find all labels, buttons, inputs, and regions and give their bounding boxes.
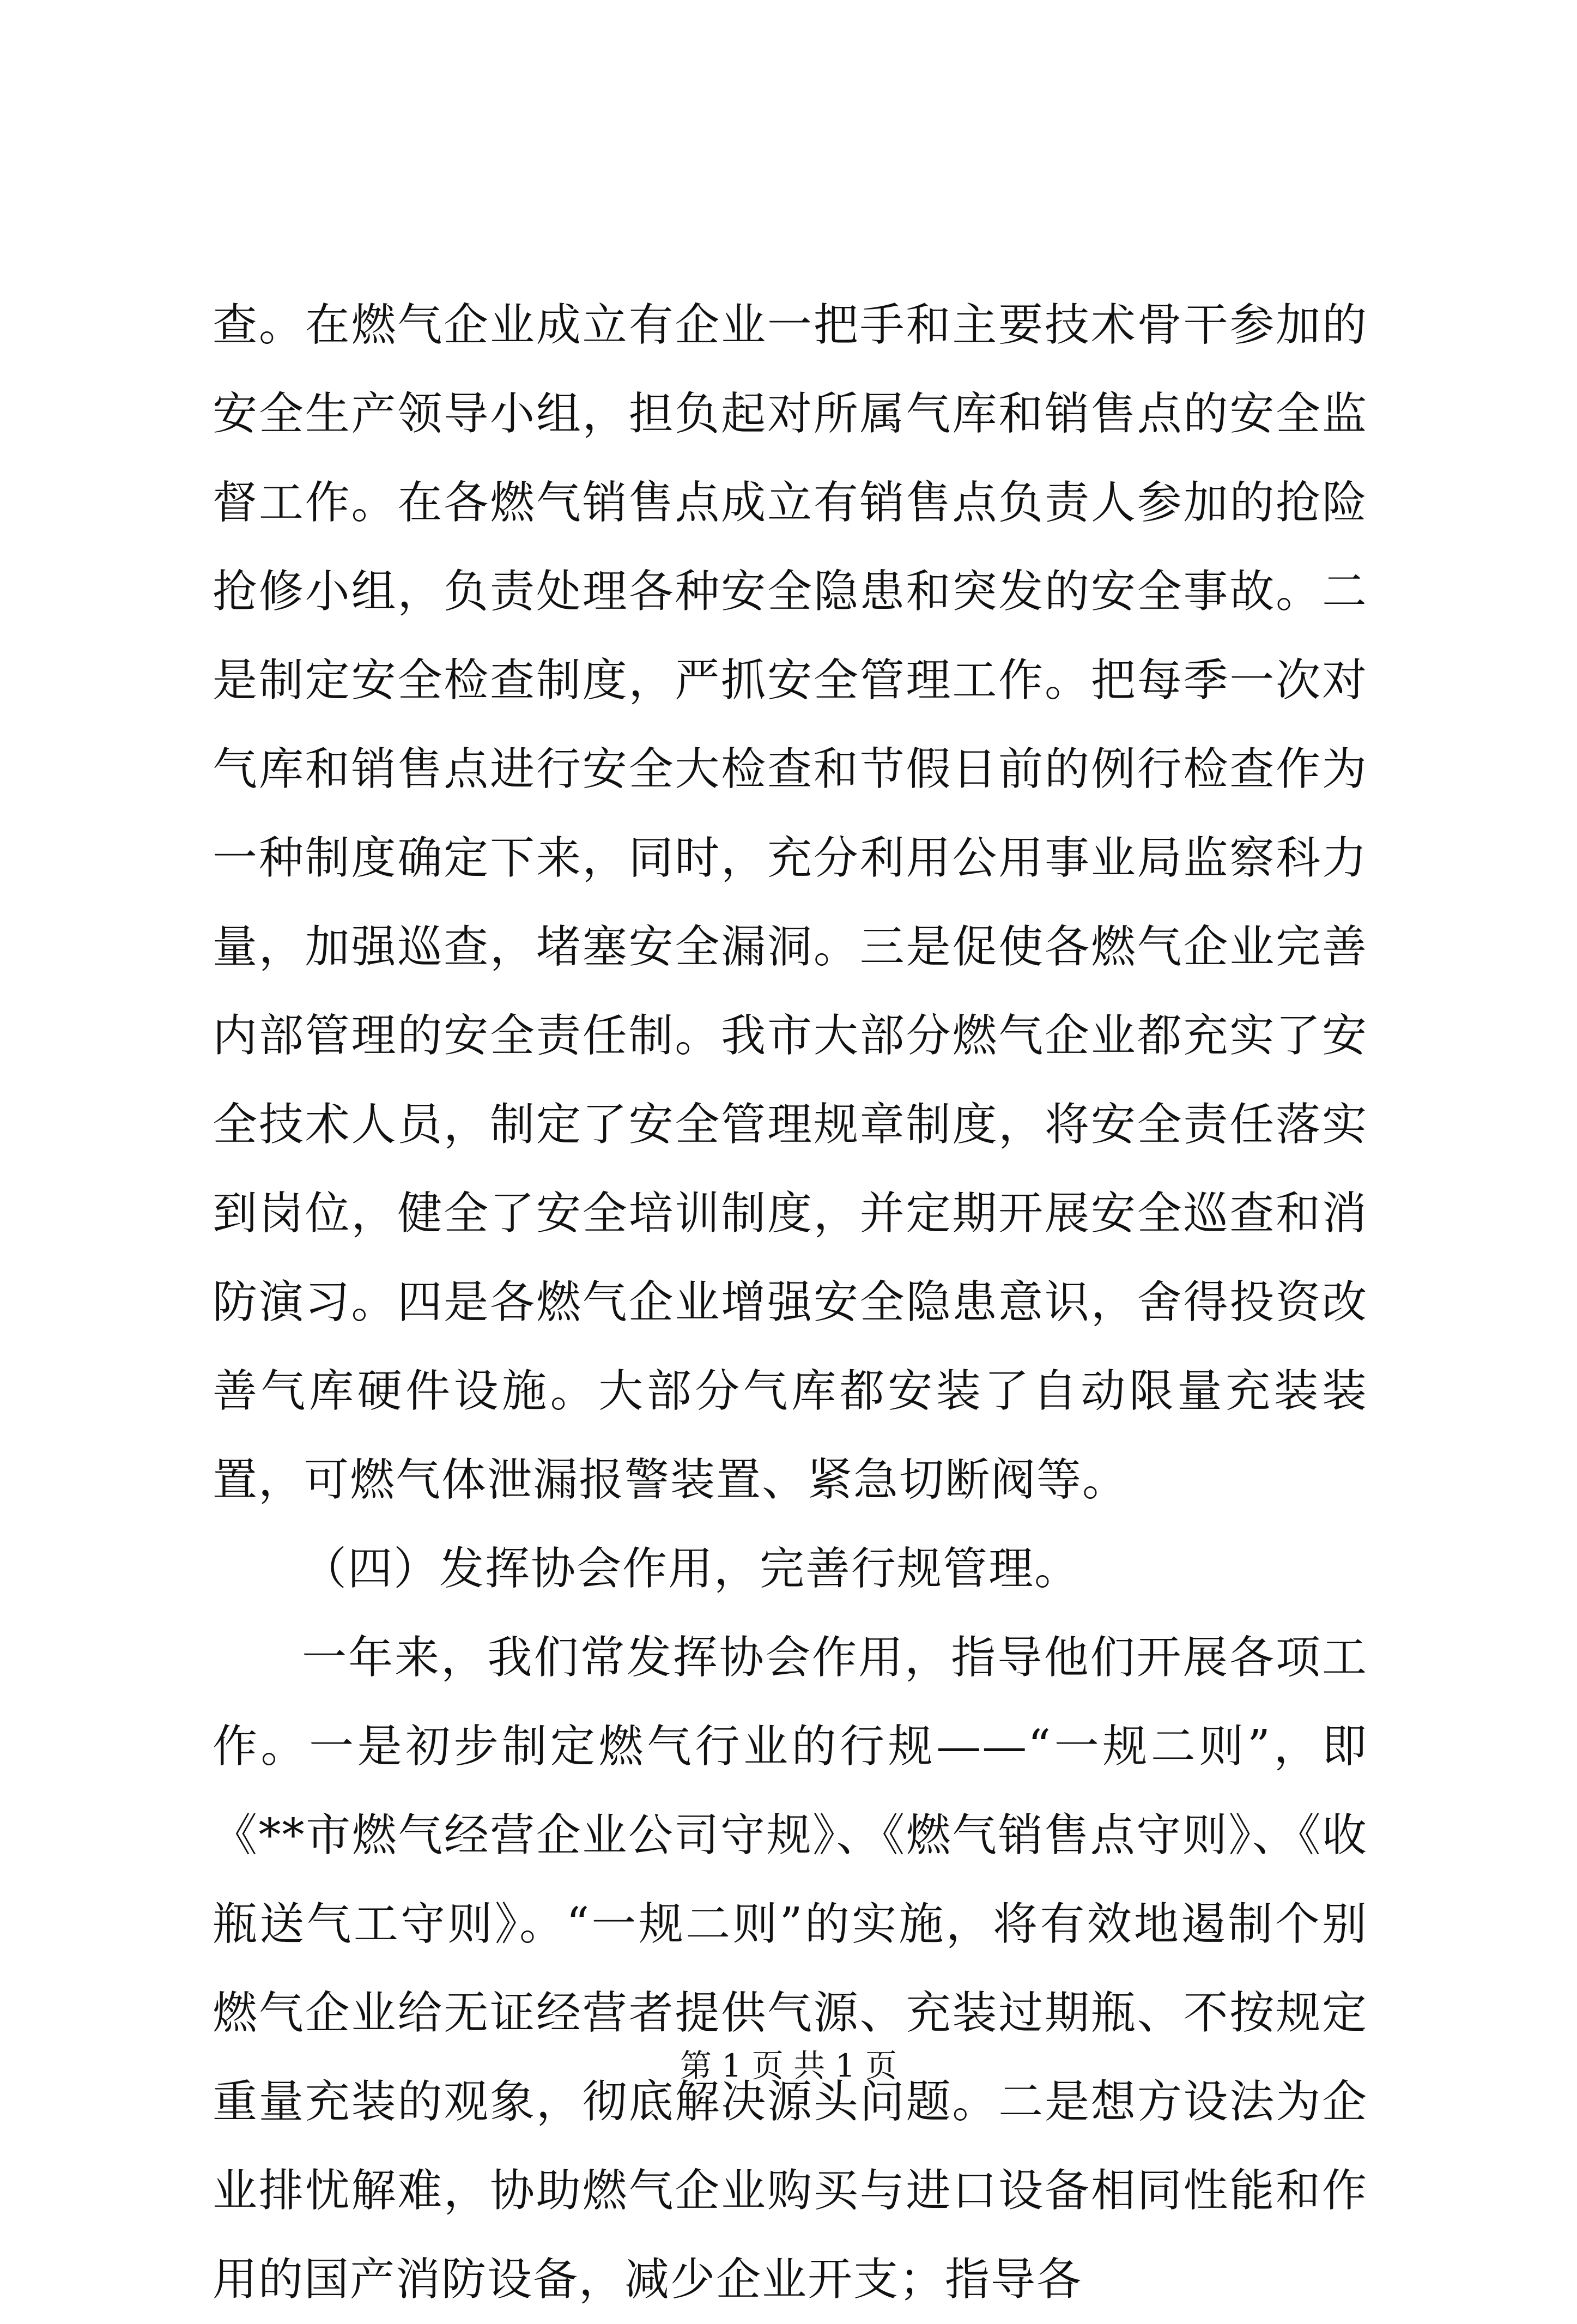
document-body [213,281,1368,2324]
page-footer: 第 1 页 共 1 页 [680,2047,897,2084]
paragraph-association-work: 一年来，我们常发挥协会作用，指导他们开展各项工作。一是初步制定燃气行业的行规——“一规二则”，即《**市燃气经营企业公司守规》、《燃气销售点守则》、《收瓶送气工守则》。“一规二则”的实施，将有效地遏制个别燃气企业给无证经营者提供气源、充装过期瓶、不按规定重量充装的观象，彻底解决源头问题。二是想方设法为企业排忧解难，协助燃气企业购买与进口设备相同性能和作用的国产消防设备，减少企业开支；指导各 [213,1632,1368,2305]
paragraph-safety-management: 查。在燃气企业成立有企业一把手和主要技术骨干参加的安全生产领导小组，担负起对所属气库和销售点的安全监督工作。在各燃气销售点成立有销售点负责人参加的抢险抢修小组，负责处理各种安全隐患和突发的安全事故。二是制定安全检查制度，严抓安全管理工作。把每季一次对气库和销售点进行安全大检查和节假日前的例行检查作为一种制度确定下来，同时，充分利用公用事业局监察科力量，加强巡查，堵塞安全漏洞。三是促使各燃气企业完善内部管理的安全责任制。我市大部分燃气企业都充实了安全技术人员，制定了安全管理规章制度，将安全责任落实到岗位，健全了安全培训制度，并定期开展安全巡查和消防演习。四是各燃气企业增强安全隐患意识，舍得投资改善气库硬件设施。大部分气库都安装了自动限量充装装置，可燃气体泄漏报警装置、紧急切断阀等。 [213,299,1368,1506]
section-heading-association: （四）发挥协会作用，完善行规管理。 [302,1543,1081,1595]
